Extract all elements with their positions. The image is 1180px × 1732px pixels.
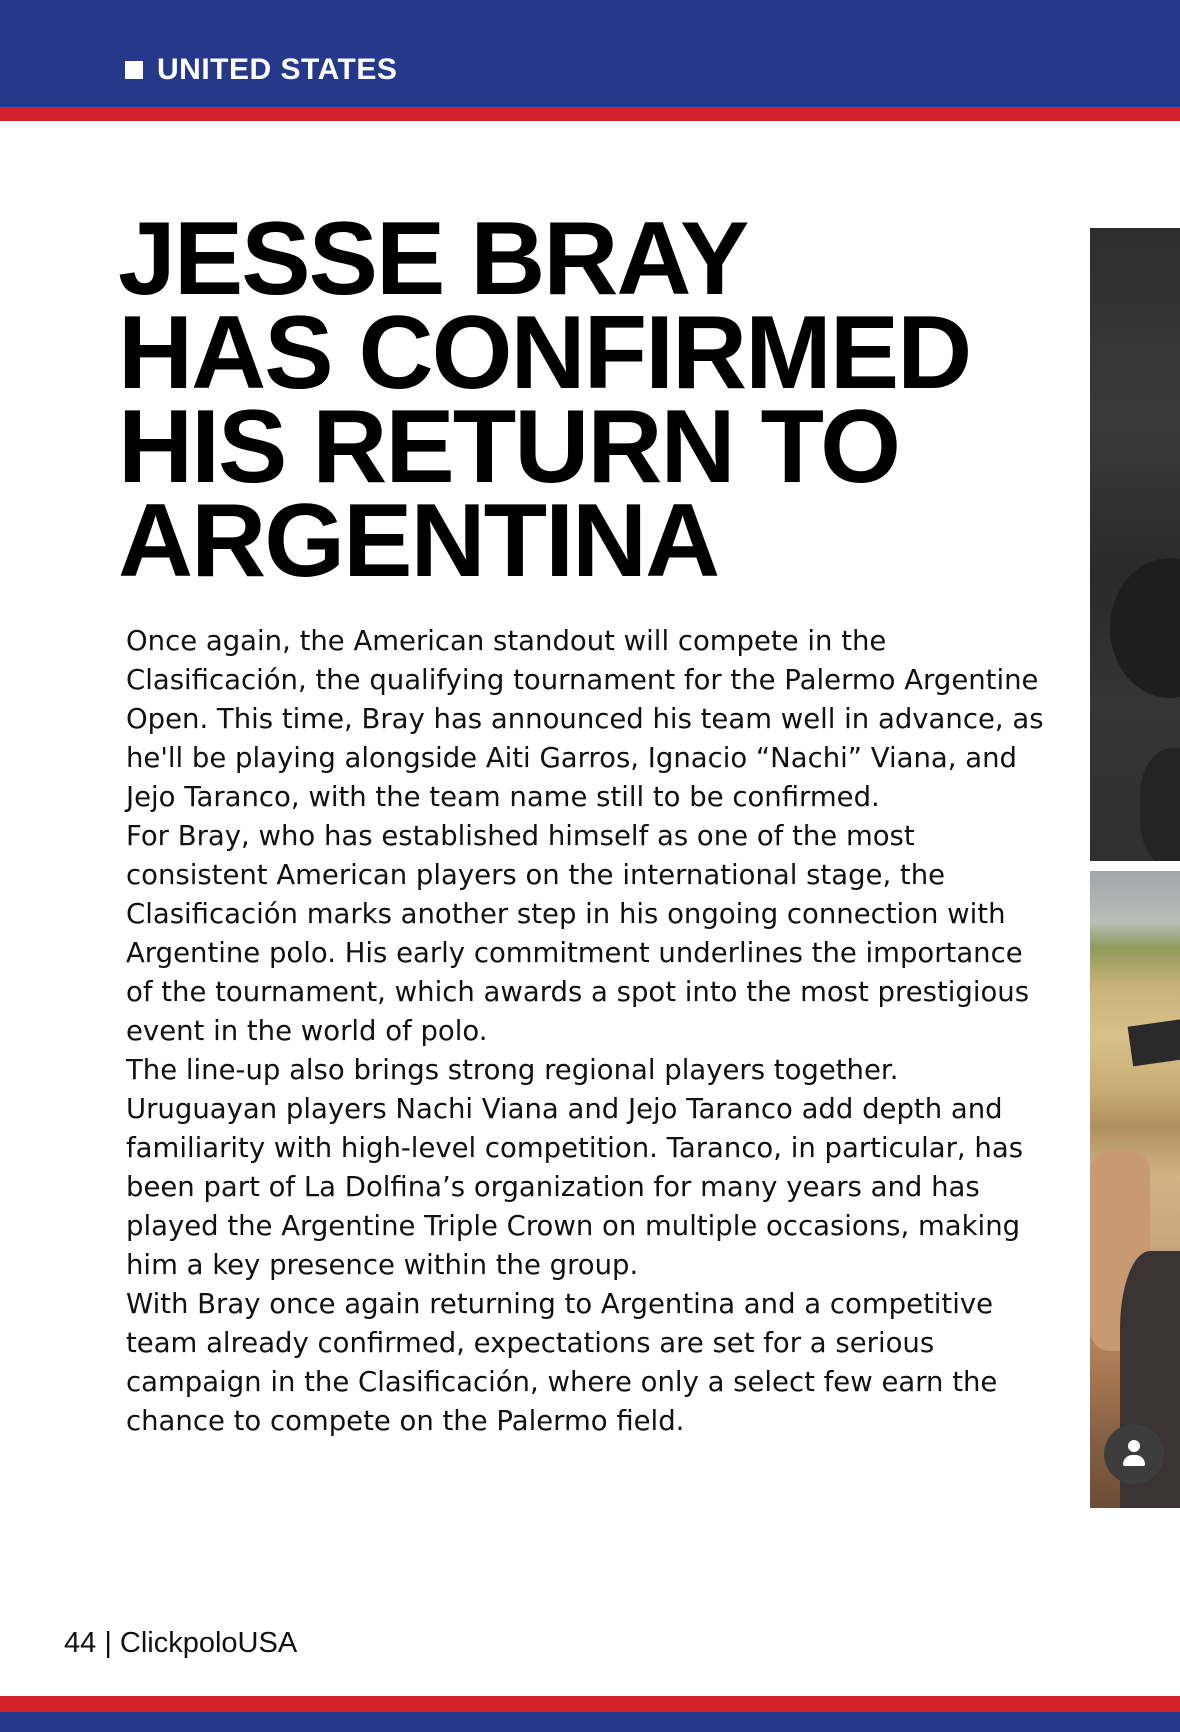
headline-line: JESSE BRAY [118, 201, 748, 317]
footer-red-stripe [0, 1696, 1180, 1712]
section-label-text: UNITED STATES [157, 53, 398, 86]
footer-band [0, 1712, 1180, 1732]
article-paragraph: Once again, the American standout will compete in the Clasificación, the qualifying tournament for the Palermo Argentine Open. This time, Bray has announced his team well in advance, as he'll be playing alongside Aiti Garros, Ignacio “Nachi” Viana, and Jejo Taranco, with the team name still to be confirmed. [126, 625, 1044, 813]
article-paragraph: For Bray, who has established himself as one of the most consistent American players on the international stage, the Clasificación marks another step in his ongoing connection with Argentine polo. His early commitment underlines the importance of the tournament, which awards a spot into the most prestigious event in the world of polo. [126, 820, 1030, 1047]
page-footer: 44 | ClickpoloUSA [64, 1627, 298, 1659]
square-bullet-icon [125, 61, 143, 79]
user-icon-body [1123, 1455, 1145, 1466]
section-label [125, 52, 397, 88]
headline-line: ARGENTINA [118, 483, 719, 599]
player-photo-top [1090, 228, 1180, 861]
player-photo-bottom [1090, 871, 1180, 1508]
header-red-stripe [0, 107, 1180, 121]
article-body [126, 622, 1046, 1441]
headline-line: HIS RETURN TO [118, 389, 900, 505]
headline-line: HAS CONFIRMED [118, 295, 971, 411]
user-icon[interactable] [1104, 1424, 1164, 1484]
user-icon-head [1128, 1440, 1140, 1452]
article-paragraph: With Bray once again returning to Argentina and a competitive team already confirmed, expectations are set for a serious campaign in the Clasificación, where only a select few earn the chance to compete on the Palermo field. [126, 1288, 998, 1437]
article-headline [118, 201, 998, 599]
article-paragraph: The line-up also brings strong regional players together. Uruguayan players Nachi Viana and Jejo Taranco add depth and familiarity with high-level competition. Taranco, in particular, has been part of La Dolfina’s organization for many years and has played the Argentine Triple Crown on multiple occasions, making him a key presence within the group. [126, 1054, 1024, 1281]
